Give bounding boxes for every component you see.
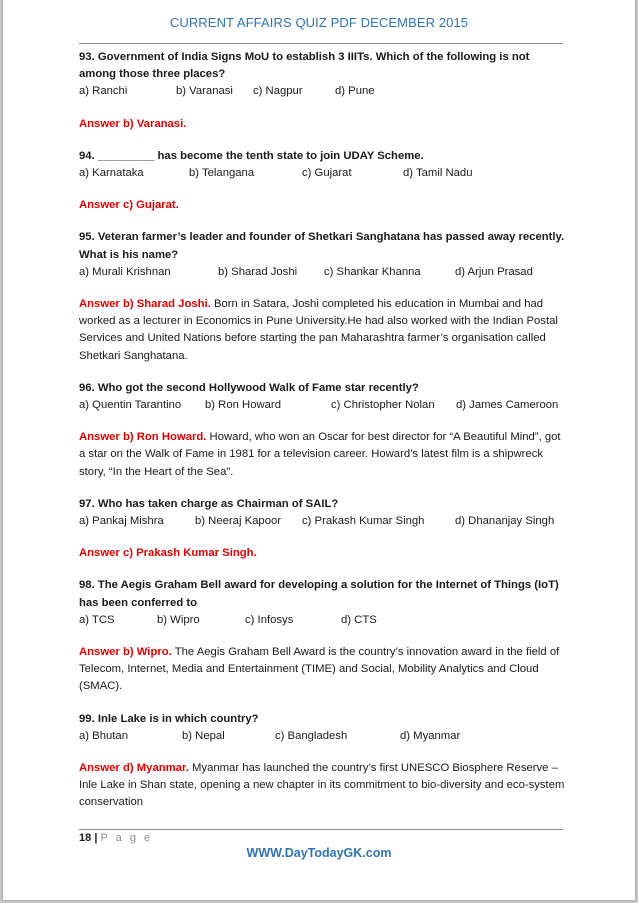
question-text: 94. _________ has become the tenth state to join UDAY Scheme. <box>79 149 424 162</box>
option-a: a) Karnataka <box>79 167 144 179</box>
answer-label: Answer d) Myanmar. <box>79 761 189 774</box>
option-a: a) Pankaj Mishra <box>79 515 164 527</box>
option-c: c) Nagpur <box>253 85 303 98</box>
question-block-95 <box>79 229 565 364</box>
option-b: b) Sharad Joshi <box>218 265 298 278</box>
option-d: d) Arjun Prasad <box>455 265 533 278</box>
option-d: d) Tamil Nadu <box>403 167 473 179</box>
option-b: b) Varanasi <box>176 85 233 98</box>
question-text: 93. Government of India Signs MoU to establish 3 IIITs. Which of the following is not among those three places? <box>79 51 530 81</box>
option-b: b) Ron Howard <box>205 399 281 411</box>
website-link[interactable]: WWW.DayTodayGK.com <box>246 846 392 860</box>
question-text: 96. Who got the second Hollywood Walk of Fame star recently? <box>79 381 419 394</box>
options-row <box>79 397 565 414</box>
option-a: a) Murali Krishnan <box>79 265 171 278</box>
option-b: b) Wipro <box>157 613 200 626</box>
option-c: c) Shankar Khanna <box>324 265 421 278</box>
question-text: 98. The Aegis Graham Bell award for developing a solution for the Internet of Things (IoT) has been conferred to <box>79 579 559 609</box>
option-c: c) Gujarat <box>302 167 352 179</box>
option-d: d) Pune <box>335 85 375 98</box>
answer-label: Answer b) Sharad Joshi. <box>79 297 211 310</box>
question-block-99 <box>79 711 565 812</box>
answer <box>79 644 565 696</box>
question-block-96 <box>79 380 565 481</box>
question-text: 99. Inle Lake is in which country? <box>79 712 259 725</box>
page-word: P a g e <box>100 832 153 844</box>
answer-label: Answer c) Gujarat. <box>79 199 179 212</box>
option-a: a) Bhutan <box>79 729 128 742</box>
options-row <box>79 728 565 745</box>
option-d: d) Myanmar <box>400 729 461 742</box>
option-c: c) Infosys <box>245 613 294 626</box>
page-number <box>79 832 153 844</box>
option-b: b) Telangana <box>189 167 255 179</box>
answer <box>79 545 565 562</box>
answer-explanation: Born in Satara, Joshi completed his education in Mumbai and had worked as a lecturer in Economics in Pune University.He had also worked with the Indian Postal Services and United Nations before starting the pan Maharashtra farmer’s organisation called Shetkari Sanghatana. <box>79 297 558 362</box>
answer-explanation: Howard, who won an Oscar for best director for “A Beautiful Mind”, got a star on the Walk of Fame in 1981 for a television career. Howard’s latest film is a shipwreck story, “In the Heart of the Sea”. <box>79 431 561 478</box>
option-c: c) Bangladesh <box>275 729 348 742</box>
answer <box>79 116 565 133</box>
document-page <box>3 0 635 900</box>
answer-label: Answer b) Varanasi. <box>79 117 187 130</box>
question-block-94 <box>79 148 565 215</box>
option-c: c) Prakash Kumar Singh <box>302 515 425 527</box>
options-row <box>79 264 565 281</box>
option-c: c) Christopher Nolan <box>331 399 435 411</box>
options-row <box>79 83 565 100</box>
option-a: a) TCS <box>79 613 115 626</box>
options-row <box>79 513 565 530</box>
header-divider <box>79 43 563 44</box>
option-d: d) James Cameroon <box>456 399 559 411</box>
option-a: a) Ranchi <box>79 85 128 98</box>
question-block-93 <box>79 49 565 133</box>
answer-explanation: The Aegis Graham Bell Award is the country’s innovation award in the field of Telecom, Internet, Media and Entertainment (TIME) and Social, Mobility Analytics and Cloud (SMAC). <box>79 645 560 693</box>
page-number-value: 18 <box>79 832 92 844</box>
option-d: d) CTS <box>341 613 377 626</box>
page-header-title: CURRENT AFFAIRS QUIZ PDF DECEMBER 2015 <box>169 15 469 30</box>
question-block-98 <box>79 577 565 695</box>
option-d: d) Dhananjay Singh <box>455 515 555 527</box>
answer-label: Answer c) Prakash Kumar Singh. <box>79 547 257 560</box>
answer-label: Answer b) Wipro. <box>79 645 172 658</box>
question-text: 97. Who has taken charge as Chairman of SAIL? <box>79 497 339 510</box>
options-row <box>79 165 565 182</box>
answer <box>79 760 565 812</box>
page-number-separator: | <box>94 832 98 844</box>
option-b: b) Nepal <box>182 729 225 742</box>
footer-divider <box>79 829 563 830</box>
answer-label: Answer b) Ron Howard. <box>79 431 207 444</box>
option-a: a) Quentin Tarantino <box>79 399 182 411</box>
question-block-97 <box>79 496 565 563</box>
answer-explanation: Myanmar has launched the country’s first UNESCO Biosphere Reserve – Inle Lake in Shan state, opening a new chapter in its commitment to bio-diversity and eco-system conservation <box>79 761 565 809</box>
question-text: 95. Veteran farmer’s leader and founder of Shetkari Sanghatana has passed away recently. What is his name? <box>79 231 565 261</box>
answer <box>79 429 565 481</box>
option-b: b) Neeraj Kapoor <box>195 515 282 527</box>
quiz-content <box>79 49 565 812</box>
options-row <box>79 612 565 629</box>
answer <box>79 197 565 214</box>
answer <box>79 296 565 365</box>
